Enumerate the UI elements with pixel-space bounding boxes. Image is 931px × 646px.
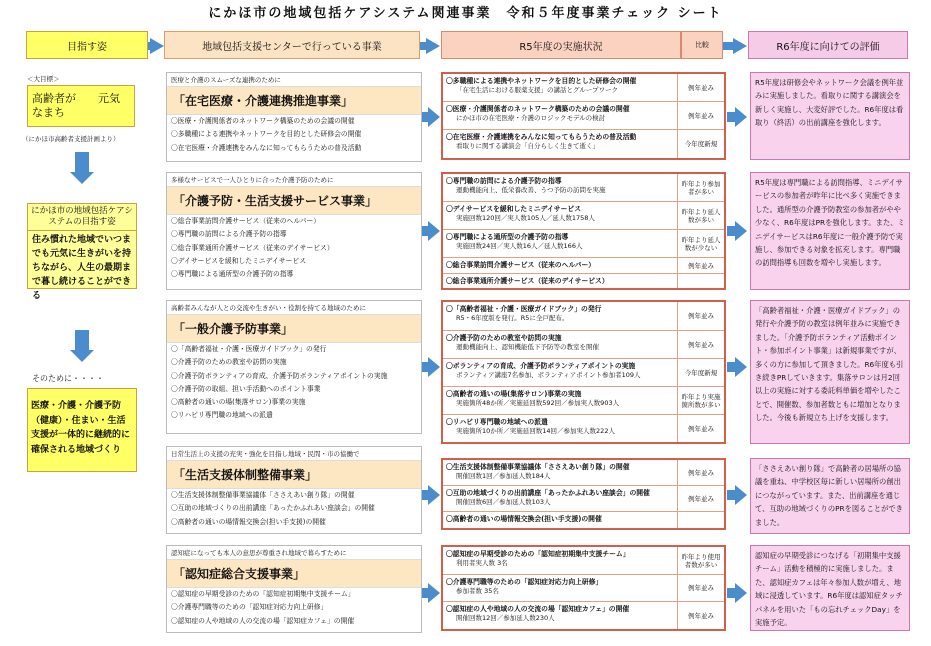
- project-name: 「一般介護予防事業」: [167, 315, 421, 343]
- result-compare: 例年並み: [688, 111, 714, 120]
- right-arrow-icon: [735, 221, 747, 241]
- result-compare: 昨年より延人数が少ない: [681, 235, 721, 252]
- result-action: 〇「高齢者福祉・介護・医療ガイドブック」の発行: [446, 305, 602, 313]
- result-detail: R5・6年度版を発行。R5に全戸配布。: [456, 314, 569, 322]
- result-compare: 昨年より使用者数が多い: [681, 552, 721, 569]
- project-item: 〇「高齢者福祉・介護・医療ガイドブック」の発行: [171, 345, 327, 353]
- result-compare: 昨年より実施箇所数が多い: [681, 392, 721, 409]
- result-compare: 例年並み: [688, 494, 714, 503]
- result-compare: 例年並み: [688, 340, 714, 349]
- result-detail: 参加者数 35名: [456, 587, 499, 595]
- project-card: [166, 72, 422, 162]
- result-row: [443, 387, 724, 415]
- project-subtitle: 多様なサービスで一人ひとりに合った介護予防のために: [167, 173, 421, 187]
- result-row: [443, 202, 724, 230]
- result-row: [443, 415, 724, 442]
- result-action: 〇互助の地域づくりの出前講座「あったかふれあい座談会」の開催: [446, 489, 650, 497]
- project-card: [166, 300, 422, 434]
- project-card: [166, 545, 422, 633]
- result-card: [441, 172, 726, 290]
- evaluation-text: 「ささえあい創り隊」で高齢者の居場所の協議を重ね、中学校区毎に新しい居場所の創出につながっています。また、出前講座を通じて、互助の地域づくりのPRを図ることができました。: [750, 458, 910, 534]
- down-arrow-icon: [70, 350, 94, 362]
- big-goal-source: （にかほ市高齢者支援計画より）: [22, 135, 120, 143]
- result-compare: 例年並み: [688, 312, 714, 320]
- result-detail: ボランティア講座7名参加、ボランティアポイント参加者109人: [456, 371, 641, 379]
- result-action: 〇リハビリ専門職の地域への派遣: [446, 418, 548, 426]
- project-item: 〇生活支援体制整備事業協議体「ささえあい創り隊」の開催: [171, 491, 355, 499]
- right-arrow-icon: [428, 107, 440, 127]
- down-arrow-icon: [70, 172, 94, 184]
- result-detail: 実施回数120回／実人数105人／延人数1758人: [456, 214, 595, 222]
- result-detail: 開催回数6回／参加延人数103人: [456, 498, 551, 506]
- result-row: [443, 102, 724, 130]
- project-item: 〇在宅医療・介護連携をみんなに知ってもらうための普及活動: [171, 143, 362, 152]
- result-card: [441, 458, 726, 530]
- system-goal-box: [27, 203, 137, 301]
- result-card: [441, 72, 726, 160]
- result-action: 〇医療・介護関係者のネットワーク構築のための会議の開催: [446, 105, 630, 113]
- result-row: [443, 575, 724, 602]
- result-compare: 例年並み: [688, 83, 714, 92]
- result-detail: 開催回数12回／参加延人数230人: [456, 614, 555, 622]
- result-row: [443, 302, 724, 331]
- right-arrow-icon: [735, 357, 747, 377]
- header-r5: R5年度の実施状況: [441, 31, 681, 59]
- result-row: [443, 274, 724, 288]
- result-action: 〇介護専門職等のための「認知症対応力向上研修」: [446, 578, 603, 586]
- result-action: 〇総合事業通所介護サービス（従来のデイサービス）: [446, 277, 609, 285]
- down-arrow-icon: [75, 330, 89, 352]
- project-item: 〇高齢者の通いの場情報交換会(担い手支援)の開催: [171, 517, 326, 526]
- project-item: 〇介護専門職等のための「認知症対応力向上研修」: [171, 603, 328, 612]
- evaluation-text: R5年度は研修会やネットワーク会議を例年並みに実施しました。看取りに関する講演会を新しく実施し、大変好評でした。R6年度は看取り（終活）の出前講座を強化します。: [750, 72, 910, 160]
- result-action: 〇高齢者の通いの場情報交換会(担い手支援)の開催: [446, 515, 602, 523]
- evaluation-text: 認知症の早期受診につなげる「初期集中支援チーム」活動を積極的に実施しました。また、認知症カフェは年々参加人数が増え、地域に浸透しています。R6年度は認知症タッチパネルを用いた「もの忘れチェックDay」を実施予定。: [750, 545, 910, 631]
- result-row: [443, 74, 724, 102]
- project-subtitle: 医療と介護のスムーズな連携のために: [167, 73, 421, 87]
- big-goal: 高齢者が 元気なまち: [27, 85, 135, 127]
- project-item: 〇専門職の訪問による介護予防の指導: [171, 230, 287, 239]
- result-detail: 運動機能向上、認知機能低下予防等の教室を開催: [456, 343, 599, 351]
- result-detail: 利用者実人数 3名: [456, 559, 508, 567]
- result-row: [443, 174, 724, 202]
- result-card: [441, 300, 726, 444]
- right-arrow-icon: [735, 583, 747, 603]
- result-compare: 今年度新規: [684, 368, 718, 377]
- result-compare: [678, 512, 724, 528]
- result-row: [443, 602, 724, 629]
- header-r6: R6年度に向けての評価: [748, 31, 908, 59]
- header-arrow-icon: [150, 38, 164, 54]
- project-card: [166, 172, 422, 290]
- project-item: 〇認知症の早期受診のための「認知症初期集中支援チーム」: [171, 590, 355, 598]
- header-arrow-icon: [426, 38, 440, 54]
- result-compare: 昨年より参加者が多い: [681, 179, 721, 196]
- result-row: [443, 331, 724, 359]
- project-item: 〇介護予防のための教室や訪問の実施: [171, 358, 287, 367]
- header-center: 地域包括支援センターで行っている事業: [164, 31, 420, 59]
- project-item: 〇多職種による連携やネットワークを目的とした研修会の開催: [171, 130, 362, 139]
- result-card: [441, 545, 726, 631]
- result-compare: [678, 274, 724, 288]
- project-item: 〇認知症の人や地域の人の交流の場「認知症カフェ」の開催: [171, 616, 355, 625]
- result-row: [443, 547, 724, 575]
- result-row: [443, 460, 724, 486]
- result-action: 〇認知症の人や地域の人の交流の場「認知症カフェ」の開催: [446, 605, 630, 613]
- header-compare: 比較: [681, 31, 723, 59]
- project-name: 「在宅医療・介護連携推進事業」: [167, 87, 421, 115]
- project-item: 〇介護予防ボランティアの育成、介護予防ボランティアポイントの実施: [171, 371, 388, 380]
- header-goal: 目指す姿: [26, 31, 148, 59]
- result-row: [443, 512, 724, 528]
- result-detail: にかほ市の在宅医療・介護のロジックモデルの検討: [456, 114, 606, 122]
- project-item: 〇介護予防の取組、担い手活動へのポイント事業: [171, 384, 321, 393]
- right-arrow-icon: [428, 357, 440, 377]
- project-name: 「介護予防・生活支援サービス事業」: [167, 187, 421, 215]
- down-arrow-icon: [75, 152, 89, 174]
- project-name: 「認知症総合支援事業」: [167, 560, 421, 588]
- project-subtitle: 日常生活上の支援の充実・強化を目指し地域・民間・市の協働で: [167, 447, 421, 461]
- conclusion-box: 医療・介護・介護予防（健康）・住まい・生活支援が一体的に継続的に確保される地域づくり: [27, 388, 137, 472]
- big-goal-label: ＜大目標＞: [27, 75, 60, 83]
- result-compare: 例年並み: [688, 611, 714, 620]
- project-item: 〇総合事業通所介護サービス（従来のデイサービス）: [171, 243, 334, 252]
- result-row: [443, 230, 724, 258]
- project-item: 〇デイサービスを緩和したミニデイサービス: [171, 256, 306, 265]
- project-card: [166, 446, 422, 534]
- project-item: 〇専門職による通所型の介護予防の指導: [171, 270, 294, 279]
- sonotame-label: そのために・・・・: [32, 374, 104, 383]
- result-action: 〇デイサービスを緩和したミニデイサービス: [446, 205, 581, 213]
- result-compare: 例年並み: [688, 468, 714, 477]
- system-goal-title: にかほ市の地域包括ケアシステムの目指す姿: [28, 204, 136, 231]
- project-subtitle: 高齢者みんなが人との交流や生きがい・役割を持てる地域のために: [167, 301, 421, 315]
- result-action: 〇専門職の訪問による介護予防の指導: [446, 177, 562, 185]
- right-arrow-icon: [428, 485, 440, 505]
- result-detail: 運動機能向上、低栄養改善、うつ予防の訪問を実施: [456, 186, 606, 194]
- result-detail: 看取りに関する講演会「自分らしく生きて逝く」: [456, 142, 599, 150]
- result-detail: 開催回数1回／参加延人数184人: [456, 472, 551, 480]
- system-goal-body: 住み慣れた地域でいつまでも元気に生きがいを持ちながら、人生の最期まで暮し続けることができる: [32, 235, 132, 301]
- result-action: 〇介護予防のための教室や訪問の実施: [446, 334, 562, 342]
- result-action: 〇高齢者の通いの場(集落サロン)事業の実施: [446, 390, 582, 398]
- result-compare: 今年度新規: [684, 140, 718, 148]
- result-action: 〇認知症の早期受診のための「認知症初期集中支援チーム」: [446, 550, 630, 558]
- result-row: [443, 359, 724, 387]
- right-arrow-icon: [735, 485, 747, 505]
- result-action: 〇総合事業訪問介護サービス（従来のヘルパー）: [446, 261, 596, 269]
- result-row: [443, 486, 724, 512]
- result-action: 〇ボランティアの育成、介護予防ボランティアポイントの実施: [446, 362, 636, 370]
- evaluation-text: R5年度は専門職による訪問指導、ミニデイサービスの参加者が昨年に比べ多く実施できました。通所型の介護予防教室の参加者がやや少なく、R6年度はPRを強化します。また、ミニデイサービスはR6年度に一般介護予防で実施し、参加できる対象を拡充します。専門職の訪問指導も回数を増やし実施します。: [750, 172, 910, 290]
- project-subtitle: 認知症になっても本人の意思が尊重され地域で暮らすために: [167, 546, 421, 560]
- project-item: 〇高齢者の通いの場(集落サロン)事業の実施: [171, 398, 306, 407]
- evaluation-text: 「高齢者福祉・介護・医療ガイドブック」の発行や介護予防の教室は例年並みに実施できました。「介護予防ボランティア活動ポイント・参加ポイント事業」は新規事業ですが、多くの方に参加して頂きました。R6年度も引き続きPRしていきます。集落サロンは月2回以上の実施に対する委託料単価を増やしたことで、開催数、参加者数ともに増加となりました。今後も新規立ち上げを支援します。: [750, 300, 910, 444]
- result-action: 〇生活支援体制整備事業協議体「ささえあい創り隊」の開催: [446, 463, 630, 471]
- result-compare: 昨年より延人数が多い: [681, 207, 721, 224]
- header-arrow-icon: [733, 38, 747, 54]
- page-title: にかほ市の地域包括ケアシステム関連事業 令和５年度事業チェック シート: [208, 6, 723, 21]
- result-compare: 例年並み: [688, 584, 714, 592]
- result-action: 〇多職種による連携やネットワークを目的とした研修会の開催: [446, 77, 637, 85]
- project-item: 〇総合事業訪問介護サービス（従来のヘルパー）: [171, 217, 321, 225]
- result-compare: 例年並み: [688, 261, 714, 270]
- project-item: 〇リハビリ専門職の地域への派遣: [171, 411, 273, 420]
- right-arrow-icon: [428, 583, 440, 603]
- project-item: 〇互助の地域づくりの出前講座「あったかふれあい座談会」の開催: [171, 504, 375, 513]
- result-row: [443, 130, 724, 158]
- result-compare: 例年並み: [688, 424, 714, 433]
- right-arrow-icon: [735, 107, 747, 127]
- result-action: 〇在宅医療・介護連携をみんなに知ってもらうための普及活動: [446, 133, 637, 141]
- result-detail: 「在宅生活における服薬支援」の講話とグループワーク: [456, 86, 618, 94]
- result-row: [443, 258, 724, 274]
- project-item: 〇医療・介護関係者のネットワーク構築のための会議の開催: [171, 117, 355, 125]
- result-detail: 実施箇所10か所／実施延回数14回／参加実人数222人: [456, 427, 615, 435]
- result-action: 〇専門職による通所型の介護予防の指導: [446, 233, 569, 241]
- result-detail: 実施回数24回／実人数16人／延人数166人: [456, 242, 583, 250]
- right-arrow-icon: [428, 221, 440, 241]
- result-detail: 実施箇所48か所／実施延回数592回／参加実人数903人: [456, 399, 620, 407]
- project-name: 「生活支援体制整備事業」: [167, 461, 421, 489]
